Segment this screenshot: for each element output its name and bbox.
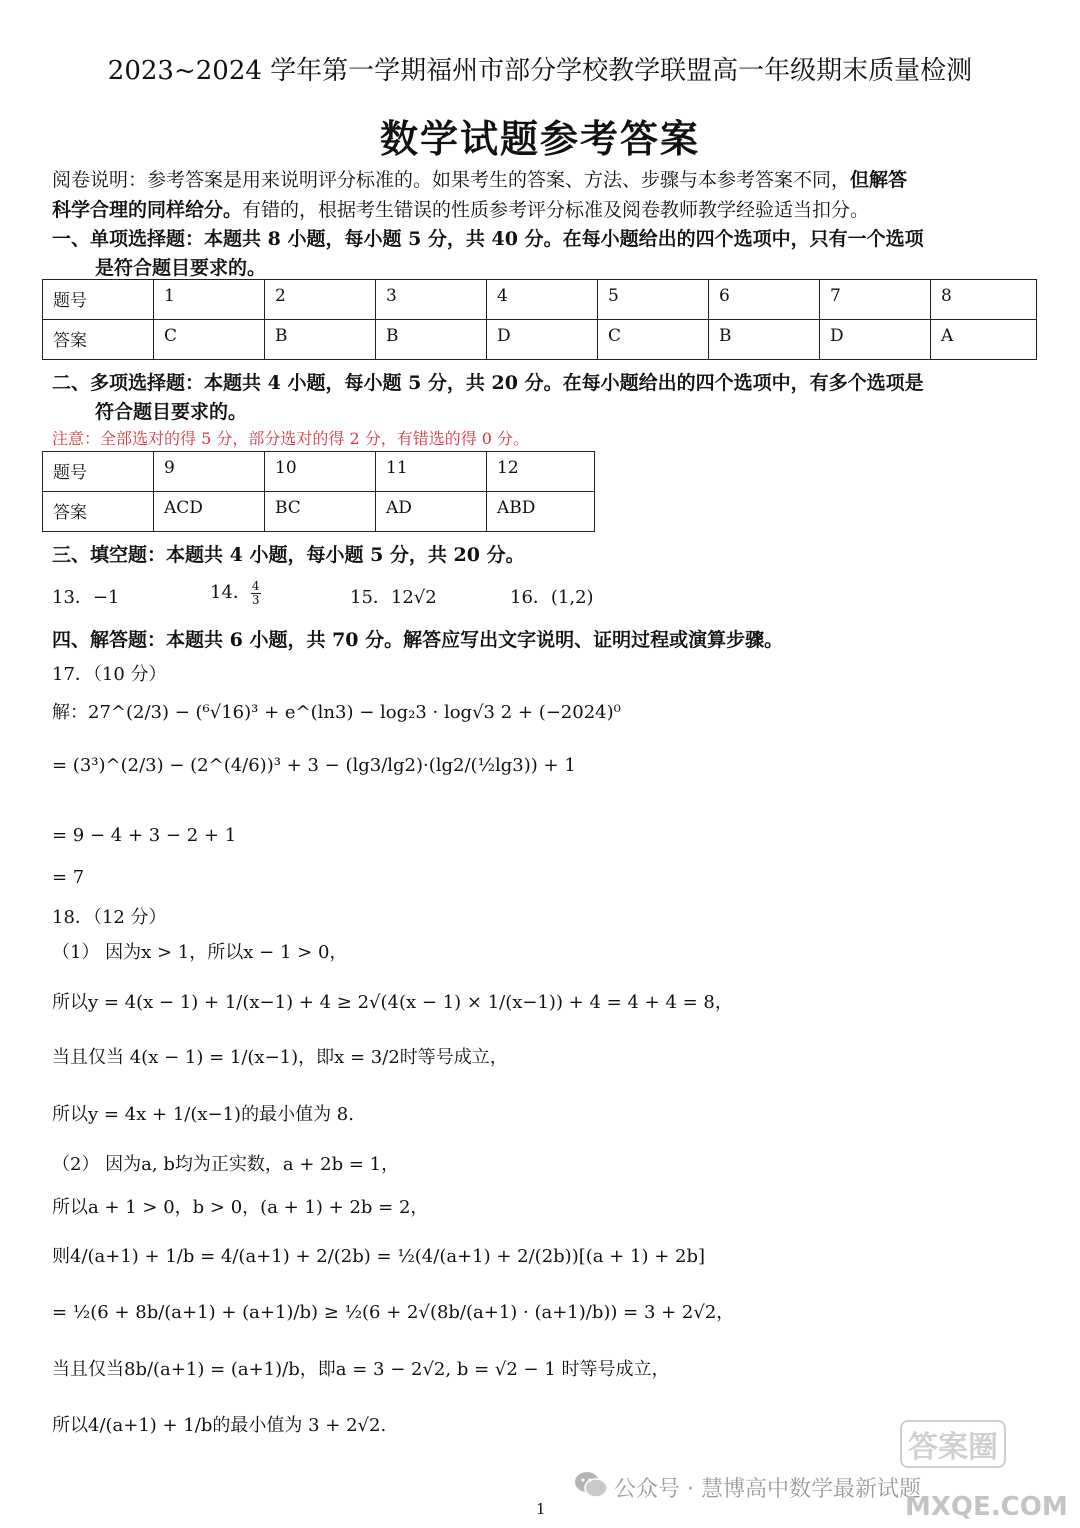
document-subtitle: 数学试题参考答案 [379, 116, 700, 161]
denominator: 3 [251, 592, 260, 607]
scoring-note: 注意：全部选对的得 5 分，部分选对的得 2 分，有错选的得 0 分。 [52, 429, 530, 448]
watermark-logo: 答案圈 [900, 1420, 1006, 1468]
section1-heading-cont: 是符合题目要求的。 [95, 257, 267, 279]
fraction [251, 580, 261, 607]
table-row [43, 492, 595, 532]
q18-line-7: 则4/(a+1) + 1/b = 4/(a+1) + 2/(2b) = ½(4/(a+1) + 2/(2b))[(a + 1) + 2b] [52, 1246, 706, 1267]
multi-choice-answer-table [42, 451, 595, 532]
table-cell: B [376, 320, 487, 360]
table-cell: C [154, 320, 265, 360]
q18-line-9: 当且仅当8b/(a+1) = (a+1)/b，即a = 3 − 2√2, b = √2 − 1 时等号成立， [52, 1359, 670, 1380]
answer-14-label: 14． [210, 582, 251, 603]
table-cell: ABD [487, 492, 595, 532]
table-cell: 答案 [43, 320, 154, 360]
answer-15: 15．12√2 [350, 587, 437, 608]
intro-bold-text-2: 科学合理的同样给分。 [52, 199, 243, 221]
q18-line-10: 所以4/(a+1) + 1/b的最小值为 3 + 2√2. [52, 1415, 387, 1436]
table-cell: 8 [931, 280, 1037, 320]
table-cell: C [598, 320, 709, 360]
answer-13: 13．−1 [52, 587, 120, 608]
q18-line-3: 当且仅当 4(x − 1) = 1/(x−1)，即x = 3/2时等号成立， [52, 1047, 508, 1068]
q17-heading: 17．（10 分） [52, 664, 167, 685]
q18-line-2: 所以y = 4(x − 1) + 1/(x−1) + 4 ≥ 2√(4(x − 1) × 1/(x−1)) + 4 = 4 + 4 = 8， [52, 992, 733, 1013]
table-cell: A [931, 320, 1037, 360]
table-cell: 9 [154, 452, 265, 492]
table-cell: B [709, 320, 820, 360]
section3-heading: 三、填空题：本题共 4 小题，每小题 5 分，共 20 分。 [52, 544, 525, 566]
page-number: 1 [536, 1500, 546, 1518]
table-cell: 答案 [43, 492, 154, 532]
section4-heading: 四、解答题：本题共 6 小题，共 70 分。解答应写出文字说明、证明过程或演算步骤。 [52, 629, 784, 651]
q18-line-5: （2） 因为a, b均为正实数，a + 2b = 1， [52, 1154, 400, 1175]
table-cell: D [487, 320, 598, 360]
q18-line-4: 所以y = 4x + 1/(x−1)的最小值为 8. [52, 1104, 354, 1125]
intro-bold-text: 但解答 [850, 169, 908, 191]
table-cell: 10 [265, 452, 376, 492]
section2-heading-cont: 符合题目要求的。 [95, 401, 248, 423]
table-cell: 1 [154, 280, 265, 320]
table-row [43, 452, 595, 492]
table-cell: D [820, 320, 931, 360]
numerator: 4 [251, 578, 260, 593]
table-row [43, 320, 1037, 360]
q18-heading: 18．（12 分） [52, 907, 167, 928]
table-cell: 4 [487, 280, 598, 320]
table-cell: 11 [376, 452, 487, 492]
q18-line-1: （1） 因为x > 1，所以x − 1 > 0， [52, 942, 348, 963]
section2-heading: 二、多项选择题：本题共 4 小题，每小题 5 分，共 20 分。在每小题给出的四个选项中，有多个选项是 [52, 372, 924, 394]
watermark-text: 公众号 · 慧博高中数学最新试题 [614, 1477, 921, 1502]
table-cell: 5 [598, 280, 709, 320]
q17-line-4: = 7 [52, 867, 85, 888]
table-cell: 2 [265, 280, 376, 320]
table-cell: 7 [820, 280, 931, 320]
intro-line-2 [52, 195, 869, 225]
wechat-icon [574, 1470, 608, 1505]
q17-line-1: 解：27^(2/3) − (⁶√16)³ + e^(ln3) − log₂3 · log√3 2 + (−2024)⁰ [52, 702, 621, 723]
q18-line-6: 所以a + 1 > 0，b > 0，(a + 1) + 2b = 2， [52, 1197, 429, 1218]
answer-14 [210, 578, 261, 607]
document-title: 2023~2024 学年第一学期福州市部分学校教学联盟高一年级期末质量检测 [107, 56, 973, 86]
table-cell: AD [376, 492, 487, 532]
single-choice-answer-table [42, 279, 1037, 360]
table-cell: 题号 [43, 452, 154, 492]
table-cell: 3 [376, 280, 487, 320]
table-cell: B [265, 320, 376, 360]
intro-line-1 [52, 165, 907, 195]
table-row [43, 280, 1037, 320]
q17-line-3: = 9 − 4 + 3 − 2 + 1 [52, 825, 237, 846]
answer-16: 16．(1,2) [510, 587, 594, 608]
intro-text: 阅卷说明：参考答案是用来说明评分标准的。如果考生的答案、方法、步骤与本参考答案不同， [52, 169, 851, 191]
section1-heading: 一、单项选择题：本题共 8 小题，每小题 5 分，共 40 分。在每小题给出的四个选项中，只有一个选项 [52, 228, 924, 250]
table-cell: 题号 [43, 280, 154, 320]
table-cell: 6 [709, 280, 820, 320]
table-cell: 12 [487, 452, 595, 492]
q18-line-8: = ½(6 + 8b/(a+1) + (a+1)/b) ≥ ½(6 + 2√(8b/(a+1) · (a+1)/b)) = 3 + 2√2， [52, 1302, 735, 1323]
table-cell: BC [265, 492, 376, 532]
watermark-site: MXQE.COM [905, 1492, 1068, 1522]
q17-line-2: = (3³)^(2/3) − (2^(4/6))³ + 3 − (lg3/lg2)·(lg2/(½lg3)) + 1 [52, 755, 576, 776]
table-cell: ACD [154, 492, 265, 532]
intro-text-2: 有错的，根据考生错误的性质参考评分标准及阅卷教师教学经验适当扣分。 [242, 199, 870, 221]
